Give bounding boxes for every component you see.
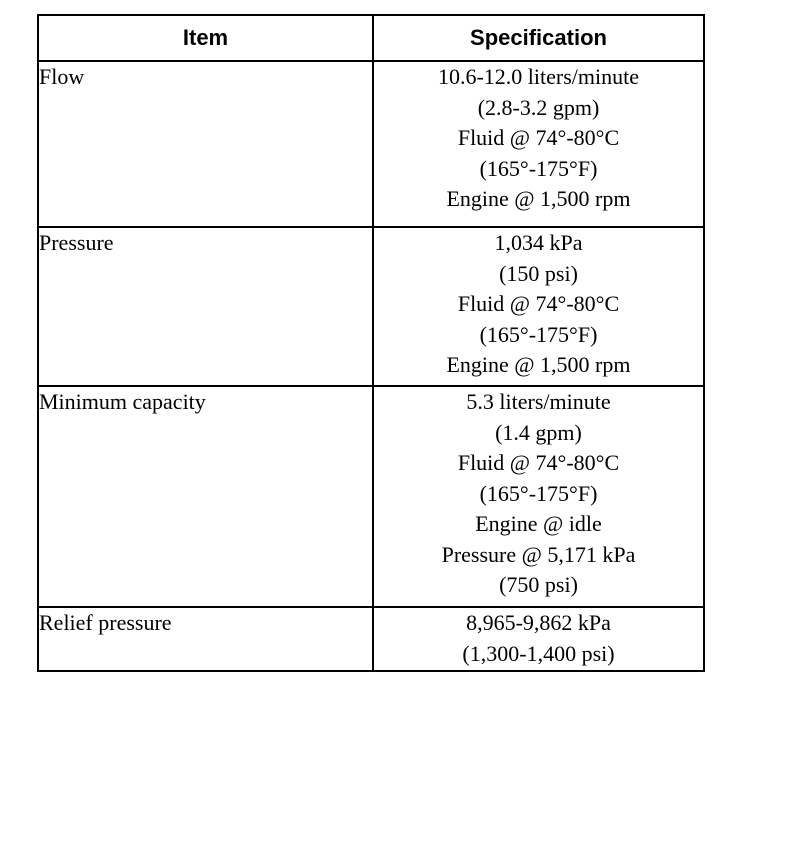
spec-line: (750 psi) [499,572,578,597]
spec-cell [373,227,704,386]
item-cell: Flow [38,61,373,227]
spec-line: 8,965-9,862 kPa [466,610,611,635]
item-cell: Relief pressure [38,607,373,671]
header-item: Item [38,15,373,61]
spec-line: (165°-175°F) [479,321,598,347]
spec-line: Engine @ 1,500 rpm [446,186,631,211]
spec-line: Pressure @ 5,171 kPa [441,541,636,567]
table-row [38,386,704,607]
spec-cell [373,386,704,607]
table-row [38,61,704,227]
spec-line: (165°-175°F) [479,480,598,506]
item-cell: Minimum capacity [38,386,373,607]
specification-table [37,14,705,672]
spec-line: (1.4 gpm) [495,419,582,445]
spec-line: (2.8-3.2 gpm) [477,94,600,120]
spec-cell [373,607,704,671]
spec-line: Fluid @ 74°-80°C [457,125,620,150]
spec-line: Engine @ idle [475,511,602,536]
spec-line: Fluid @ 74°-80°C [457,291,620,316]
header-specification: Specification [373,15,704,61]
header-row [38,15,704,61]
spec-line: (165°-175°F) [479,155,598,181]
spec-line: Fluid @ 74°-80°C [457,450,620,475]
spec-line: 1,034 kPa [494,230,583,255]
spec-line: Engine @ 1,500 rpm [446,352,631,377]
spec-line: 5.3 liters/minute [466,389,611,414]
table-row [38,227,704,386]
item-cell: Pressure [38,227,373,386]
table-row [38,607,704,671]
spec-cell [373,61,704,227]
spec-line: 10.6-12.0 liters/minute [437,64,640,89]
spec-line: (150 psi) [499,260,578,286]
spec-line: (1,300-1,400 psi) [462,640,615,666]
